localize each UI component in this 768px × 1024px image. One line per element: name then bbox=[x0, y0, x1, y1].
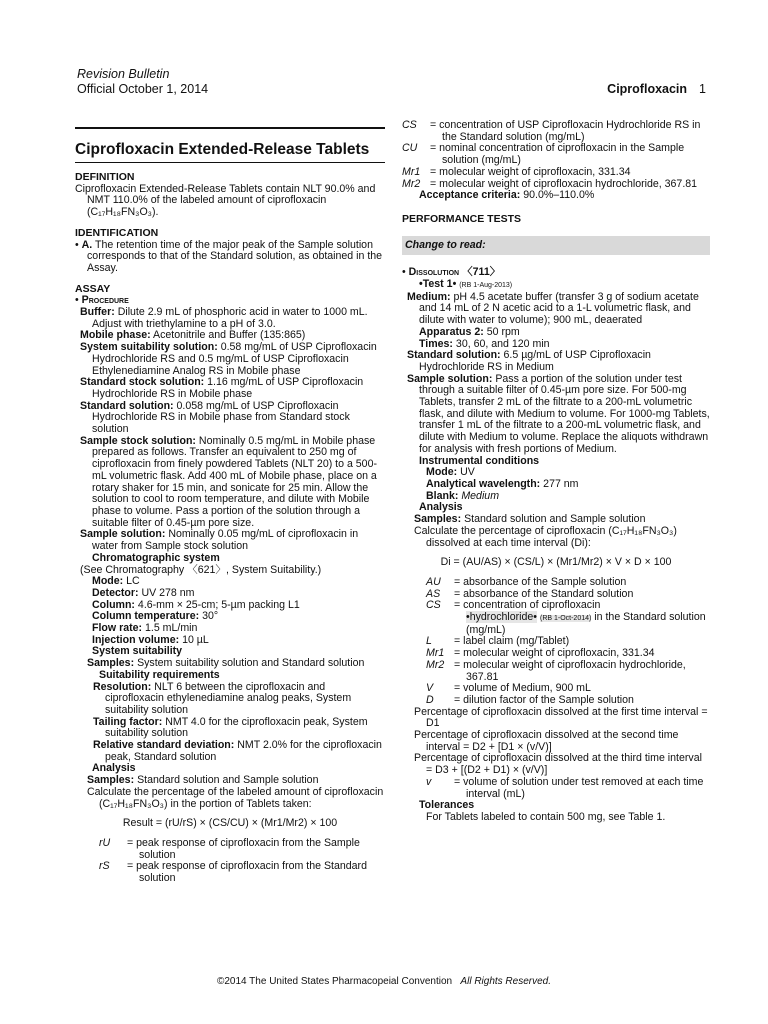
variable-meaning: = peak response of ciprofloxacin from the Sample solution bbox=[127, 836, 360, 861]
variable-meaning: = molecular weight of ciprofloxacin, 331.34 bbox=[454, 647, 655, 660]
variable-definition bbox=[99, 861, 385, 884]
rsd-line: Relative standard deviation: NMT 2.0% for the ciprofloxacin peak, Standard solution bbox=[93, 739, 382, 763]
variable-symbol: CU bbox=[402, 142, 418, 155]
percentage-first-interval: Percentage of ciprofloxacin dissolved at the first time interval = D1 bbox=[414, 705, 708, 730]
assay-equation: Result = (rU/rS) × (CS/CU) × (Mr1/Mr2) × 100 bbox=[122, 817, 338, 830]
blank-line: Blank: Medium bbox=[426, 489, 500, 502]
variable-meaning: = absorbance of the Standard solution bbox=[454, 587, 634, 600]
dissolution-variable-list-2 bbox=[402, 636, 710, 706]
dissolution-samples-line: Samples: Standard solution and Sample solution bbox=[414, 513, 646, 526]
suitability-samples-line: Samples: System suitability solution and Standard solution bbox=[87, 657, 365, 670]
id-a-label: A. bbox=[81, 238, 93, 251]
standard-stock-line: Standard stock solution: 1.16 mg/mL of USP Ciprofloxacin Hydrochloride RS in Mobile phase bbox=[80, 376, 364, 400]
instrumental-conditions-heading: Instrumental conditions bbox=[419, 454, 540, 467]
sample-stock-line: Sample stock solution: Nominally 0.5 mg/mL in Mobile phase prepared as follows. Transfer an equivalent to 250 mg of ciprofloxacin from finely powdered Tablets (NLT 20) to a 500-mL volumetric flask. Add 400 mL of Mobile phase, place on a rotary shaker for 15 min, and sonicate for 25 min. Allow the solution to cool to room temperature, and dilute with Mobile phase to volume. Pass a portion of the solution through a suitable filter of 0.45-µm pore size. bbox=[80, 434, 377, 529]
uv-mode-line: Mode: UV bbox=[426, 466, 475, 479]
variable-definition bbox=[99, 838, 385, 861]
change-to-read-banner: Change to read: bbox=[402, 236, 710, 256]
standard-solution-line: Standard solution: 0.058 mg/mL of USP Ciprofloxacin Hydrochloride RS in Mobile phase from Standard stock solution bbox=[80, 399, 350, 436]
column-line: Column: 4.6-mm × 25-cm; 5-µm packing L1 bbox=[92, 598, 300, 611]
percentage-second-interval: Percentage of ciprofloxacin dissolved at the second time interval = D2 + [D1 × (v/V)] bbox=[414, 729, 679, 753]
chromatography-reference: (See Chromatography 〈621〉, System Suitability.) bbox=[80, 563, 322, 576]
tailing-factor-line: Tailing factor: NMT 4.0 for the ciprofloxacin peak, System suitability solution bbox=[93, 715, 368, 740]
assay-heading: ASSAY bbox=[75, 282, 111, 295]
chromatographic-system-heading: Chromatographic system bbox=[92, 551, 220, 564]
variable-meaning: = absorbance of the Sample solution bbox=[454, 575, 627, 588]
variable-meaning: = volume of Medium, 900 mL bbox=[454, 682, 591, 695]
suitability-requirements-heading: Suitability requirements bbox=[99, 668, 220, 681]
variable-symbol: rU bbox=[99, 836, 111, 849]
monograph-title: Ciprofloxacin Extended-Release Tablets bbox=[75, 127, 385, 163]
dissolution-calc-instruction: Calculate the percentage of ciprofloxacin (C₁₇H₁₈FN₃O₃) dissolved at each time interval (Di): bbox=[414, 524, 677, 549]
variable-symbol: CS bbox=[402, 119, 417, 131]
wavelength-line: Analytical wavelength: 277 nm bbox=[426, 477, 579, 490]
variable-symbol: Mr2 bbox=[426, 658, 445, 671]
apparatus-line: Apparatus 2: 50 rpm bbox=[419, 325, 520, 338]
mobile-phase-line: Mobile phase: Acetonitrile and Buffer (135:865) bbox=[80, 329, 306, 342]
variable-symbol: AU bbox=[426, 575, 441, 588]
variable-symbol: Mr1 bbox=[426, 647, 445, 660]
variable-symbol: CS bbox=[426, 599, 441, 612]
variable-symbol: D bbox=[426, 693, 434, 706]
identification-a: • A. The retention time of the major peak of the Sample solution corresponds to that of the Standard solution, as obtained in the Assay. bbox=[75, 238, 383, 274]
definition-heading: DEFINITION bbox=[75, 171, 135, 183]
dissolution-variable-list bbox=[402, 577, 710, 612]
detector-line: Detector: UV 278 nm bbox=[92, 586, 195, 599]
variable-symbol: L bbox=[426, 635, 432, 648]
flow-rate-line: Flow rate: 1.5 mL/min bbox=[92, 622, 198, 635]
times-line: Times: 30, 60, and 120 min bbox=[419, 337, 550, 350]
running-header-right bbox=[607, 82, 706, 97]
variable-definition bbox=[426, 660, 710, 683]
mode-line: Mode: LC bbox=[92, 575, 140, 588]
variable-meaning: = concentration of ciprofloxacin bbox=[454, 599, 601, 612]
test1-heading: •Test 1• (RB 1-Aug-2013) bbox=[419, 278, 513, 291]
variable-symbol: V bbox=[426, 682, 434, 695]
variable-meaning: = nominal concentration of ciprofloxacin in the Sample solution (mg/mL) bbox=[430, 142, 685, 167]
running-header-left bbox=[77, 67, 208, 97]
variable-definition bbox=[426, 577, 710, 589]
variable-meaning: = concentration of USP Ciprofloxacin Hydrochloride RS in the Standard solution (mg/mL) bbox=[430, 119, 701, 143]
page-number: 1 bbox=[699, 82, 706, 96]
acceptance-criteria-line: Acceptance criteria: 90.0%–110.0% bbox=[419, 189, 595, 202]
variable-meaning: = molecular weight of ciprofloxacin hydrochloride, 367.81 bbox=[430, 177, 698, 190]
id-a-text: The retention time of the major peak of the Sample solution corresponds to that of the Standard solution, as obtained in the Assay. bbox=[87, 238, 383, 274]
resolution-line: Resolution: NLT 6 between the ciprofloxacin and ciprofloxacin ethylenediamine analog peaks, System suitability solution bbox=[93, 680, 352, 716]
assay-variable-list-continued bbox=[402, 120, 710, 190]
left-column bbox=[75, 120, 385, 885]
bulletin-label: Revision Bulletin bbox=[77, 67, 170, 81]
variable-meaning: = molecular weight of ciprofloxacin hydrochloride, 367.81 bbox=[454, 658, 686, 683]
monograph-name: Ciprofloxacin bbox=[607, 82, 688, 96]
variable-definition bbox=[402, 167, 710, 179]
copyright-text: ©2014 The United States Pharmacopeial Convention bbox=[216, 976, 453, 987]
official-date: Official October 1, 2014 bbox=[77, 82, 209, 96]
column-temperature-line: Column temperature: 30° bbox=[92, 610, 219, 623]
variable-symbol: AS bbox=[426, 587, 441, 600]
buffer-line: Buffer: Dilute 2.9 mL of phosphoric acid in water to 1000 mL. Adjust with triethylamine to a pH of 3.0. bbox=[80, 306, 368, 330]
analysis-samples-line: Samples: Standard solution and Sample solution bbox=[87, 774, 319, 787]
assay-calc-instruction: Calculate the percentage of the labeled amount of ciprofloxacin (C₁₇H₁₈FN₃O₃) in the portion of Tablets taken: bbox=[87, 785, 384, 810]
medium-line: Medium: pH 4.5 acetate buffer (transfer 3 g of sodium acetate and 14 mL of 2 N acetic acid to a 1-L volumetric flask, and dilute with water to volume); 900 mL, deaerated bbox=[407, 290, 699, 327]
injection-volume-line: Injection volume: 10 µL bbox=[92, 633, 209, 646]
tolerances-text: For Tablets labeled to contain 500 mg, see Table 1. bbox=[426, 810, 666, 823]
hydrochloride-revision: •hydrochloride• (RB 1-Oct-2014) in the Standard solution (mg/mL) bbox=[466, 611, 706, 636]
variable-symbol: rS bbox=[99, 860, 110, 873]
dissolution-standard-solution-line: Standard solution: 6.5 µg/mL of USP Ciprofloxacin Hydrochloride RS in Medium bbox=[407, 349, 651, 373]
right-column bbox=[402, 120, 710, 824]
identification-heading: IDENTIFICATION bbox=[75, 226, 159, 239]
variable-meaning: = molecular weight of ciprofloxacin, 331.34 bbox=[430, 165, 631, 178]
variable-definition bbox=[402, 143, 710, 166]
dissolution-analysis-heading: Analysis bbox=[419, 501, 463, 514]
dissolution-heading: • Dissolution 〈711〉 bbox=[402, 266, 501, 279]
sample-solution-line: Sample solution: Nominally 0.05 mg/mL of ciprofloxacin in water from Sample stock solution bbox=[80, 528, 359, 553]
analysis-heading: Analysis bbox=[92, 762, 136, 775]
variable-meaning: = peak response of ciprofloxacin from the Standard solution bbox=[127, 860, 367, 885]
variable-meaning: = label claim (mg/Tablet) bbox=[454, 635, 570, 648]
dissolution-equation: Di = (AU/AS) × (CS/L) × (Mr1/Mr2) × V × D × 100 bbox=[440, 556, 672, 569]
tolerances-heading: Tolerances bbox=[419, 799, 475, 812]
variable-symbol: Mr2 bbox=[402, 177, 421, 190]
rights-text: All Rights Reserved. bbox=[460, 976, 552, 987]
variable-definition bbox=[426, 695, 710, 707]
volume-removed-definition: v = volume of solution under test removed at each time interval (mL) bbox=[426, 775, 704, 800]
procedure-heading: • Procedure bbox=[75, 294, 129, 307]
variable-meaning: = dilution factor of the Sample solution bbox=[454, 693, 634, 706]
percentage-third-interval: Percentage of ciprofloxacin dissolved at the third time interval = D3 + [(D2 + D1) × (v/V)] bbox=[414, 752, 702, 777]
variable-symbol: Mr1 bbox=[402, 165, 421, 178]
performance-tests-heading: PERFORMANCE TESTS bbox=[402, 212, 522, 225]
dissolution-sample-solution-line: Sample solution: Pass a portion of the solution under test through a suitable filter of 0.45-µm pore size. For 500-mg Tablets, transfer 2 mL of the filtrate to a 200-mL volumetric flask, and dilute with Medium to volume. For 1000-mg Tablets, transfer 1 mL of the filtrate to a 200-mL volumetric flask, and dilute with Medium to volume. Replace the aliquots withdrawn for analysis with fresh portions of Medium. bbox=[407, 372, 710, 455]
system-suitability-heading: System suitability bbox=[92, 645, 183, 658]
variable-definition bbox=[402, 120, 710, 143]
definition-text: Ciprofloxacin Extended-Release Tablets contain NLT 90.0% and NMT 110.0% of the labeled amount of ciprofloxacin (C₁₇H₁₈FN₃O₃). bbox=[75, 182, 376, 219]
system-suitability-solution-line: System suitability solution: 0.58 mg/mL of USP Ciprofloxacin Hydrochloride RS and 0.5 mg/mL of USP Ciprofloxacin Ethylenediamine Analog RS in Mobile phase bbox=[80, 341, 377, 377]
assay-variable-list bbox=[75, 838, 385, 885]
page-footer bbox=[0, 976, 768, 987]
